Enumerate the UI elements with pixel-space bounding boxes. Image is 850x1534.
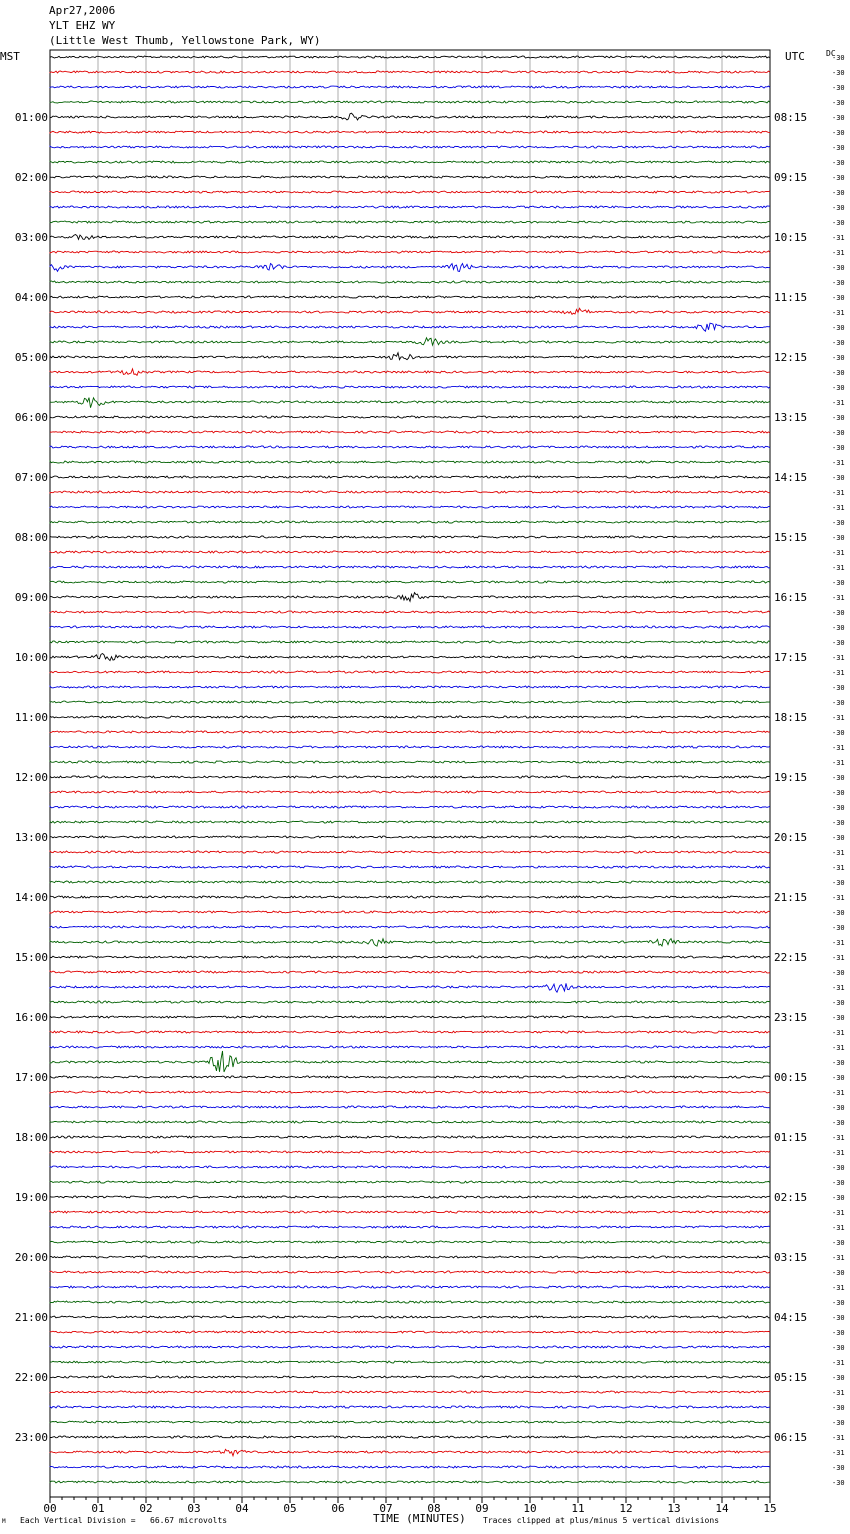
station-code: YLT EHZ WY xyxy=(49,19,116,32)
trace-row xyxy=(50,1181,770,1183)
trace-row xyxy=(50,1316,770,1318)
trace-row xyxy=(50,281,770,283)
trace-row xyxy=(50,1051,770,1072)
dc-offset-label: -31 xyxy=(832,1389,845,1397)
trace-row xyxy=(50,1361,770,1363)
dc-offset-label: -30 xyxy=(832,144,845,152)
trace-row xyxy=(50,101,770,103)
trace-row xyxy=(50,686,770,688)
trace-row xyxy=(50,251,770,253)
trace-row xyxy=(50,1241,770,1243)
trace-row xyxy=(50,1016,770,1018)
trace-row xyxy=(50,264,770,272)
left-hour-label: 12:00 xyxy=(14,771,48,784)
dc-offset-label: -30 xyxy=(832,1164,845,1172)
dc-offset-label: -30 xyxy=(832,789,845,797)
trace-row xyxy=(50,1106,770,1108)
left-hour-label: 16:00 xyxy=(14,1011,48,1024)
dc-offset-label: -30 xyxy=(832,879,845,887)
dc-offset-label: -30 xyxy=(832,819,845,827)
dc-offset-label: -30 xyxy=(832,699,845,707)
left-hour-label: 09:00 xyxy=(14,591,48,604)
x-tick-label: 03 xyxy=(187,1502,201,1515)
trace-row xyxy=(50,353,770,360)
left-hour-label: 14:00 xyxy=(14,891,48,904)
left-hour-label: 21:00 xyxy=(14,1311,48,1324)
dc-offset-label: -30 xyxy=(832,1464,845,1472)
trace-row xyxy=(50,1406,770,1408)
trace-row xyxy=(50,206,770,208)
dc-offset-label: -30 xyxy=(832,474,845,482)
trace-row xyxy=(50,446,770,448)
left-hour-label: 01:00 xyxy=(14,111,48,124)
right-hour-label: 22:15 xyxy=(774,951,808,964)
trace-row xyxy=(50,161,770,163)
dc-offset-label: -31 xyxy=(832,249,845,257)
right-hour-label: 14:15 xyxy=(774,471,808,484)
dc-offset-label: -31 xyxy=(832,234,845,242)
trace-row xyxy=(50,398,770,408)
trace-row xyxy=(50,521,770,523)
trace-row xyxy=(50,86,770,88)
dc-offset-label: -31 xyxy=(832,459,845,467)
right-hour-label: 05:15 xyxy=(774,1371,808,1384)
dc-offset-label: -31 xyxy=(832,849,845,857)
left-hour-label: 10:00 xyxy=(14,651,48,664)
dc-offset-label: -30 xyxy=(832,1239,845,1247)
corner-mark: M xyxy=(2,1518,6,1525)
dc-offset-label: -30 xyxy=(832,534,845,542)
trace-row xyxy=(50,431,770,433)
right-hour-label: 00:15 xyxy=(774,1071,808,1084)
left-hour-label: 05:00 xyxy=(14,351,48,364)
dc-offset-title: DC xyxy=(826,49,836,58)
trace-row xyxy=(50,731,770,733)
trace-row xyxy=(50,593,770,602)
dc-offset-label: -30 xyxy=(832,1194,845,1202)
trace-row xyxy=(50,506,770,508)
trace-row xyxy=(50,191,770,193)
trace-row xyxy=(50,308,770,314)
dc-offset-label: -30 xyxy=(832,1344,845,1352)
trace-row xyxy=(50,221,770,223)
trace-row xyxy=(50,1076,770,1078)
dc-offset-label: -30 xyxy=(832,639,845,647)
dc-offset-label: -30 xyxy=(832,159,845,167)
trace-row xyxy=(50,566,770,568)
trace-row xyxy=(50,1271,770,1273)
dc-offset-label: -30 xyxy=(832,999,845,1007)
left-hour-label: 13:00 xyxy=(14,831,48,844)
dc-offset-label: -30 xyxy=(832,909,845,917)
right-hour-label: 23:15 xyxy=(774,1011,808,1024)
left-hour-label: 22:00 xyxy=(14,1371,48,1384)
trace-row xyxy=(50,1001,770,1003)
x-tick-label: 05 xyxy=(283,1502,297,1515)
dc-offset-label: -31 xyxy=(832,1044,845,1052)
trace-row xyxy=(50,386,770,388)
trace-row xyxy=(50,338,770,345)
dc-offset-label: -30 xyxy=(832,279,845,287)
trace-row xyxy=(50,983,770,992)
x-tick-label: 00 xyxy=(43,1502,57,1515)
dc-offset-label: -31 xyxy=(832,1089,845,1097)
dc-offset-label: -30 xyxy=(832,84,845,92)
trace-row xyxy=(50,1091,770,1093)
trace-row xyxy=(50,235,770,240)
dc-offset-label: -31 xyxy=(832,939,845,947)
right-hour-label: 10:15 xyxy=(774,231,808,244)
dc-offset-label: -30 xyxy=(832,684,845,692)
dc-offset-label: -30 xyxy=(832,609,845,617)
x-tick-label: 14 xyxy=(715,1502,729,1515)
left-hour-label: 18:00 xyxy=(14,1131,48,1144)
trace-row xyxy=(50,1481,770,1483)
dc-offset-label: -30 xyxy=(832,99,845,107)
dc-offset-label: -30 xyxy=(832,1119,845,1127)
trace-row xyxy=(50,896,770,898)
x-tick-label: 01 xyxy=(91,1502,105,1515)
trace-row xyxy=(50,791,770,793)
dc-offset-label: -31 xyxy=(832,1359,845,1367)
dc-offset-label: -30 xyxy=(832,1404,845,1412)
trace-row xyxy=(50,551,770,553)
trace-row xyxy=(50,821,770,823)
trace-row xyxy=(50,491,770,493)
trace-row xyxy=(50,113,770,120)
dc-offset-label: -30 xyxy=(832,219,845,227)
plot-date: Apr27,2006 xyxy=(49,4,116,17)
x-tick-label: 04 xyxy=(235,1502,249,1515)
dc-offset-label: -30 xyxy=(832,804,845,812)
trace-row xyxy=(50,654,770,661)
dc-offset-label: -31 xyxy=(832,549,845,557)
dc-offset-label: -31 xyxy=(832,1134,845,1142)
dc-offset-label: -30 xyxy=(832,1374,845,1382)
trace-row xyxy=(50,716,770,718)
left-hour-label: 23:00 xyxy=(14,1431,48,1444)
trace-row xyxy=(50,701,770,703)
dc-offset-label: -31 xyxy=(832,654,845,662)
dc-offset-label: -30 xyxy=(832,1179,845,1187)
right-hour-label: 02:15 xyxy=(774,1191,808,1204)
trace-row xyxy=(50,1421,770,1423)
dc-offset-label: -31 xyxy=(832,399,845,407)
trace-row xyxy=(50,641,770,643)
x-tick-label: 15 xyxy=(763,1502,777,1515)
dc-offset-label: -31 xyxy=(832,1449,845,1457)
dc-offset-label: -30 xyxy=(832,1329,845,1337)
right-hour-label: 01:15 xyxy=(774,1131,808,1144)
right-hour-label: 04:15 xyxy=(774,1311,808,1324)
trace-row xyxy=(50,1301,770,1303)
dc-offset-label: -31 xyxy=(832,1224,845,1232)
trace-row xyxy=(50,881,770,883)
dc-offset-label: -30 xyxy=(832,924,845,932)
dc-offset-label: -31 xyxy=(832,1209,845,1217)
dc-offset-label: -30 xyxy=(832,444,845,452)
trace-row xyxy=(50,1151,770,1153)
dc-offset-label: -30 xyxy=(832,369,845,377)
trace-row xyxy=(50,146,770,148)
dc-offset-label: -30 xyxy=(832,414,845,422)
dc-offset-label: -31 xyxy=(832,1254,845,1262)
x-tick-label: 12 xyxy=(619,1502,633,1515)
left-hour-label: 02:00 xyxy=(14,171,48,184)
trace-row xyxy=(50,1136,770,1138)
x-tick-label: 08 xyxy=(427,1502,441,1515)
dc-offset-label: -30 xyxy=(832,54,845,62)
x-tick-label: 07 xyxy=(379,1502,393,1515)
trace-row xyxy=(50,1031,770,1033)
trace-row xyxy=(50,1376,770,1378)
dc-offset-label: -30 xyxy=(832,174,845,182)
trace-row xyxy=(50,296,770,298)
trace-row xyxy=(50,416,770,418)
dc-offset-label: -30 xyxy=(832,1059,845,1067)
trace-row xyxy=(50,1121,770,1123)
trace-row xyxy=(50,1466,770,1468)
right-hour-label: 18:15 xyxy=(774,711,808,724)
left-hour-label: 15:00 xyxy=(14,951,48,964)
trace-row xyxy=(50,971,770,973)
left-hour-label: 08:00 xyxy=(14,531,48,544)
trace-row xyxy=(50,956,770,958)
station-location: (Little West Thumb, Yellowstone Park, WY) xyxy=(49,34,321,47)
right-hour-label: 12:15 xyxy=(774,351,808,364)
left-hour-label: 06:00 xyxy=(14,411,48,424)
dc-offset-label: -30 xyxy=(832,624,845,632)
dc-offset-label: -31 xyxy=(832,1434,845,1442)
trace-row xyxy=(50,1211,770,1213)
trace-row xyxy=(50,71,770,73)
right-hour-label: 15:15 xyxy=(774,531,808,544)
dc-offset-label: -31 xyxy=(832,894,845,902)
right-hour-label: 20:15 xyxy=(774,831,808,844)
dc-offset-label: -31 xyxy=(832,714,845,722)
scale-note: Each Vertical Division = 66.67 microvolts xyxy=(20,1516,228,1525)
dc-offset-label: -30 xyxy=(832,774,845,782)
right-hour-label: 16:15 xyxy=(774,591,808,604)
dc-offset-label: -30 xyxy=(832,969,845,977)
trace-row xyxy=(50,939,770,947)
right-hour-label: 03:15 xyxy=(774,1251,808,1264)
dc-offset-label: -31 xyxy=(832,1149,845,1157)
trace-row xyxy=(50,746,770,748)
left-axis-title: MST xyxy=(0,50,20,63)
dc-offset-label: -30 xyxy=(832,339,845,347)
trace-row xyxy=(50,911,770,913)
dc-offset-label: -31 xyxy=(832,744,845,752)
dc-offset-label: -30 xyxy=(832,519,845,527)
x-tick-label: 02 xyxy=(139,1502,153,1515)
dc-offset-label: -31 xyxy=(832,669,845,677)
trace-row xyxy=(50,131,770,133)
left-hour-label: 17:00 xyxy=(14,1071,48,1084)
dc-offset-label: -31 xyxy=(832,504,845,512)
trace-row xyxy=(50,323,770,331)
trace-row xyxy=(50,611,770,613)
x-tick-label: 10 xyxy=(523,1502,537,1515)
dc-offset-label: -30 xyxy=(832,1104,845,1112)
dc-offset-label: -31 xyxy=(832,984,845,992)
dc-offset-label: -30 xyxy=(832,429,845,437)
trace-row xyxy=(50,176,770,178)
trace-row xyxy=(50,1166,770,1168)
dc-offset-label: -31 xyxy=(832,594,845,602)
trace-row xyxy=(50,536,770,538)
dc-offset-label: -30 xyxy=(832,579,845,587)
trace-row xyxy=(50,806,770,808)
x-tick-label: 06 xyxy=(331,1502,345,1515)
trace-row xyxy=(50,1391,770,1393)
dc-offset-label: -30 xyxy=(832,204,845,212)
right-axis-title: UTC xyxy=(785,50,805,63)
dc-offset-label: -30 xyxy=(832,324,845,332)
trace-row xyxy=(50,1196,770,1198)
trace-row xyxy=(50,926,770,928)
left-hour-label: 11:00 xyxy=(14,711,48,724)
left-hour-label: 19:00 xyxy=(14,1191,48,1204)
trace-row xyxy=(50,1346,770,1348)
trace-row xyxy=(50,369,770,375)
trace-row xyxy=(50,1046,770,1048)
x-tick-label: 11 xyxy=(571,1502,585,1515)
trace-row xyxy=(50,461,770,463)
left-hour-label: 07:00 xyxy=(14,471,48,484)
trace-row xyxy=(50,1436,770,1438)
trace-row xyxy=(50,851,770,853)
trace-row xyxy=(50,56,770,58)
dc-offset-label: -31 xyxy=(832,309,845,317)
dc-offset-label: -31 xyxy=(832,1029,845,1037)
trace-row xyxy=(50,866,770,868)
trace-row xyxy=(50,836,770,838)
dc-offset-label: -30 xyxy=(832,1014,845,1022)
dc-offset-label: -30 xyxy=(832,189,845,197)
trace-row xyxy=(50,671,770,673)
dc-offset-label: -30 xyxy=(832,1299,845,1307)
right-hour-label: 06:15 xyxy=(774,1431,808,1444)
right-hour-label: 11:15 xyxy=(774,291,808,304)
dc-offset-label: -31 xyxy=(832,759,845,767)
trace-row xyxy=(50,1286,770,1288)
dc-offset-label: -31 xyxy=(832,489,845,497)
dc-offset-label: -30 xyxy=(832,264,845,272)
x-tick-label: 13 xyxy=(667,1502,681,1515)
trace-row xyxy=(50,761,770,763)
trace-row xyxy=(50,476,770,478)
dc-offset-label: -30 xyxy=(832,129,845,137)
dc-offset-label: -31 xyxy=(832,864,845,872)
right-hour-label: 13:15 xyxy=(774,411,808,424)
trace-row xyxy=(50,1331,770,1333)
trace-row xyxy=(50,1256,770,1258)
right-hour-label: 17:15 xyxy=(774,651,808,664)
trace-row xyxy=(50,776,770,778)
dc-offset-label: -30 xyxy=(832,834,845,842)
dc-offset-label: -30 xyxy=(832,69,845,77)
dc-offset-label: -30 xyxy=(832,294,845,302)
dc-offset-label: -30 xyxy=(832,384,845,392)
left-hour-label: 03:00 xyxy=(14,231,48,244)
right-hour-label: 09:15 xyxy=(774,171,808,184)
trace-row xyxy=(50,1449,770,1456)
dc-offset-label: -30 xyxy=(832,354,845,362)
clip-note: Traces clipped at plus/minus 5 vertical divisions xyxy=(483,1516,720,1525)
dc-offset-label: -30 xyxy=(832,729,845,737)
dc-offset-label: -30 xyxy=(832,1074,845,1082)
x-tick-label: 09 xyxy=(475,1502,489,1515)
right-hour-label: 08:15 xyxy=(774,111,808,124)
dc-offset-label: -31 xyxy=(832,954,845,962)
trace-row xyxy=(50,1226,770,1228)
dc-offset-label: -31 xyxy=(832,564,845,572)
dc-offset-label: -31 xyxy=(832,1284,845,1292)
dc-offset-label: -30 xyxy=(832,1269,845,1277)
left-hour-label: 20:00 xyxy=(14,1251,48,1264)
right-hour-label: 21:15 xyxy=(774,891,808,904)
dc-offset-label: -30 xyxy=(832,1479,845,1487)
trace-row xyxy=(50,581,770,583)
x-axis-title: TIME (MINUTES) xyxy=(373,1512,466,1525)
right-hour-label: 19:15 xyxy=(774,771,808,784)
trace-row xyxy=(50,626,770,628)
dc-offset-label: -30 xyxy=(832,1314,845,1322)
left-hour-label: 04:00 xyxy=(14,291,48,304)
dc-offset-label: -30 xyxy=(832,114,845,122)
dc-offset-label: -30 xyxy=(832,1419,845,1427)
